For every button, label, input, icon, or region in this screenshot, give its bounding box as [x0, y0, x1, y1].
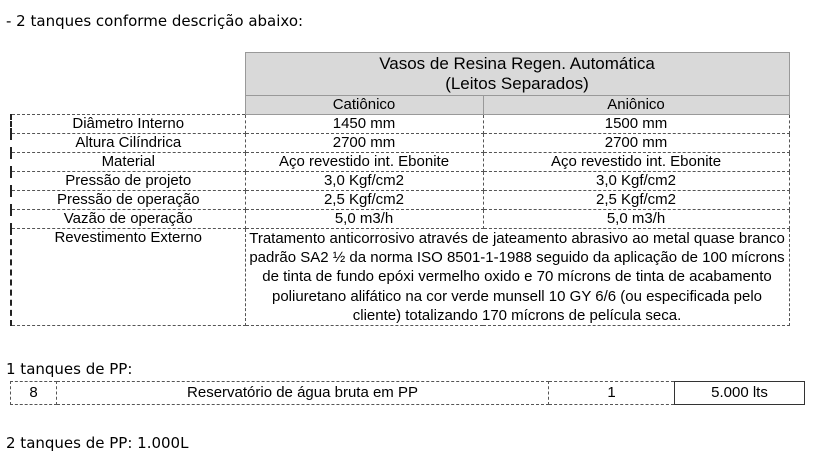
table-row: [11, 153, 789, 172]
table-row: [11, 229, 789, 326]
cell-cationico: 2,5 Kgf/cm2: [245, 191, 483, 210]
table-row: [11, 382, 805, 405]
pp-qty: 1: [549, 382, 675, 405]
table-row: [11, 134, 789, 153]
cell-cationico: 5,0 m3/h: [245, 210, 483, 229]
row-label: Vazão de operação: [11, 210, 245, 229]
header-anionico: Aniônico: [483, 96, 789, 115]
pp-heading: 1 tanques de PP:: [6, 360, 133, 378]
cell-cationico: 3,0 Kgf/cm2: [245, 172, 483, 191]
cell-anionico: Aço revestido int. Ebonite: [483, 153, 789, 172]
header-cationico: Catiônico: [245, 96, 483, 115]
cell-cationico: 1450 mm: [245, 115, 483, 134]
cell-anionico: 2,5 Kgf/cm2: [483, 191, 789, 210]
table-row: [11, 172, 789, 191]
row-label: Material: [11, 153, 245, 172]
row-label: Pressão de operação: [11, 191, 245, 210]
cell-anionico: 5,0 m3/h: [483, 210, 789, 229]
cell-cationico: Aço revestido int. Ebonite: [245, 153, 483, 172]
cell-cationico: 2700 mm: [245, 134, 483, 153]
cell-anionico: 1500 mm: [483, 115, 789, 134]
pp-table: [10, 381, 805, 405]
revestimento-text: Tratamento anticorrosivo através de jateamento abrasivo ao metal quase branco padrão SA2 ½ da norma ISO 8501-1-1988 seguido da aplicação de 100 mícrons de tinta de fundo epóxi vermelho oxido e 70 mícrons de tinta de acabamento poliuretano alifático na cor verde munsell 10 GY 6/6 (ou especificada pelo cliente) totalizando 170 mícrons de película seca.: [245, 229, 789, 326]
cell-anionico: 3,0 Kgf/cm2: [483, 172, 789, 191]
table-row: [11, 115, 789, 134]
table-row: [11, 210, 789, 229]
title-line2: (Leitos Separados): [445, 74, 589, 93]
pp-capacity: 5.000 lts: [675, 382, 805, 405]
spec-table: [10, 52, 790, 326]
title-line1: Vasos de Resina Regen. Automática: [379, 54, 655, 73]
spec-table-title: [245, 53, 789, 96]
intro-text: - 2 tanques conforme descrição abaixo:: [6, 12, 304, 30]
cell-anionico: 2700 mm: [483, 134, 789, 153]
footer-text: 2 tanques de PP: 1.000L: [6, 434, 189, 452]
row-label: Diâmetro Interno: [11, 115, 245, 134]
row-label-revestimento: Revestimento Externo: [11, 229, 245, 326]
pp-desc: Reservatório de água bruta em PP: [57, 382, 549, 405]
table-row: [11, 191, 789, 210]
pp-item: 8: [11, 382, 57, 405]
row-label: Altura Cilíndrica: [11, 134, 245, 153]
row-label: Pressão de projeto: [11, 172, 245, 191]
